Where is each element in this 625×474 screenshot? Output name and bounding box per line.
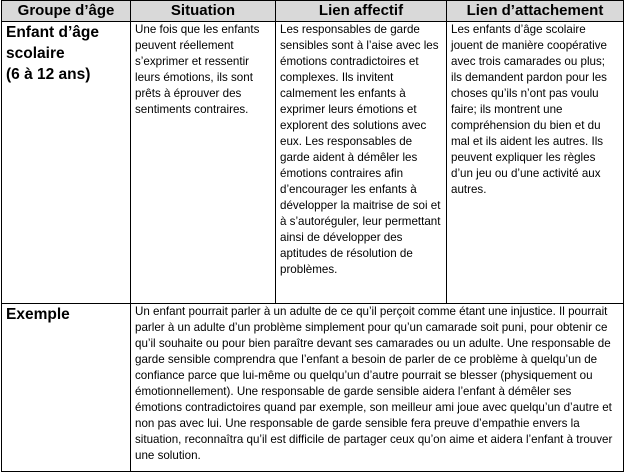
header-groupe-age: Groupe d’âge <box>2 1 131 22</box>
header-lien-affectif: Lien affectif <box>276 1 447 22</box>
attachment-table <box>1 0 624 472</box>
header-lien-attachement: Lien d’attachement <box>447 1 624 22</box>
header-situation: Situation <box>131 1 276 22</box>
age-group-line-1: Enfant d’âge <box>6 24 100 42</box>
age-group-line-3: (6 à 12 ans) <box>6 66 91 84</box>
lien-affectif-cell: Les responsables de garde sensibles sont à l’aise avec les émotions contradictoires et complexes. Ils invitent calmement les enfants à exprimer leurs émotions et explorent des solutions avec eux. Les responsables de garde aident à démêler les émotions contraires afin d’encourager les enfants à développer la maitrise de soi et à s’autoréguler, leur permettant ainsi de développer des aptitudes de résolution de problèmes. <box>276 22 447 303</box>
age-group-cell <box>2 22 131 303</box>
example-text: Un enfant pourrait parler à un adulte de ce qu’il perçoit comme étant une injustice. Il pourrait parler à un adulte d’un problème simplement pour qu’un camarade soit puni, pour obtenir ce qu’il souhaite ou pour bien paraître devant ses camarades ou un adulte. Une responsable de garde sensible comprendra que l’enfant a besoin de parler de ce problème à quelqu’un de confiance parce que lui-même ou quelqu’un d’autre pourrait se blesser (physiquement ou émotionnellement). Une responsable de garde sensible aidera l’enfant à démêler ses émotions contradictoires quand par exemple, son meilleur ami joue avec quelqu’un d’autre et non pas avec lui. Une responsable de garde sensible fera preuve d’empathie envers la situation, reconnaîtra qu’il est difficile de partager ceux qu’on aime et aidera l’enfant à trouver une solution. <box>131 303 624 471</box>
example-label: Exemple <box>2 303 131 471</box>
table-row <box>2 303 624 471</box>
header-row <box>2 1 624 22</box>
table-row <box>2 22 624 303</box>
age-group-line-2: scolaire <box>6 45 65 63</box>
situation-cell: Une fois que les enfants peuvent réellement s’exprimer et ressentir leurs émotions, ils sont prêts à éprouver des sentiments contraires. <box>131 22 276 303</box>
lien-attachement-cell: Les enfants d’âge scolaire jouent de manière coopérative avec trois camarades ou plus; ils demandent pardon pour les choses qu’ils n’ont pas voulu faire; ils montrent une compréhension du bien et du mal et ils aident les autres. Ils peuvent expliquer les règles d’un jeu ou d’une activité aux autres. <box>447 22 624 303</box>
